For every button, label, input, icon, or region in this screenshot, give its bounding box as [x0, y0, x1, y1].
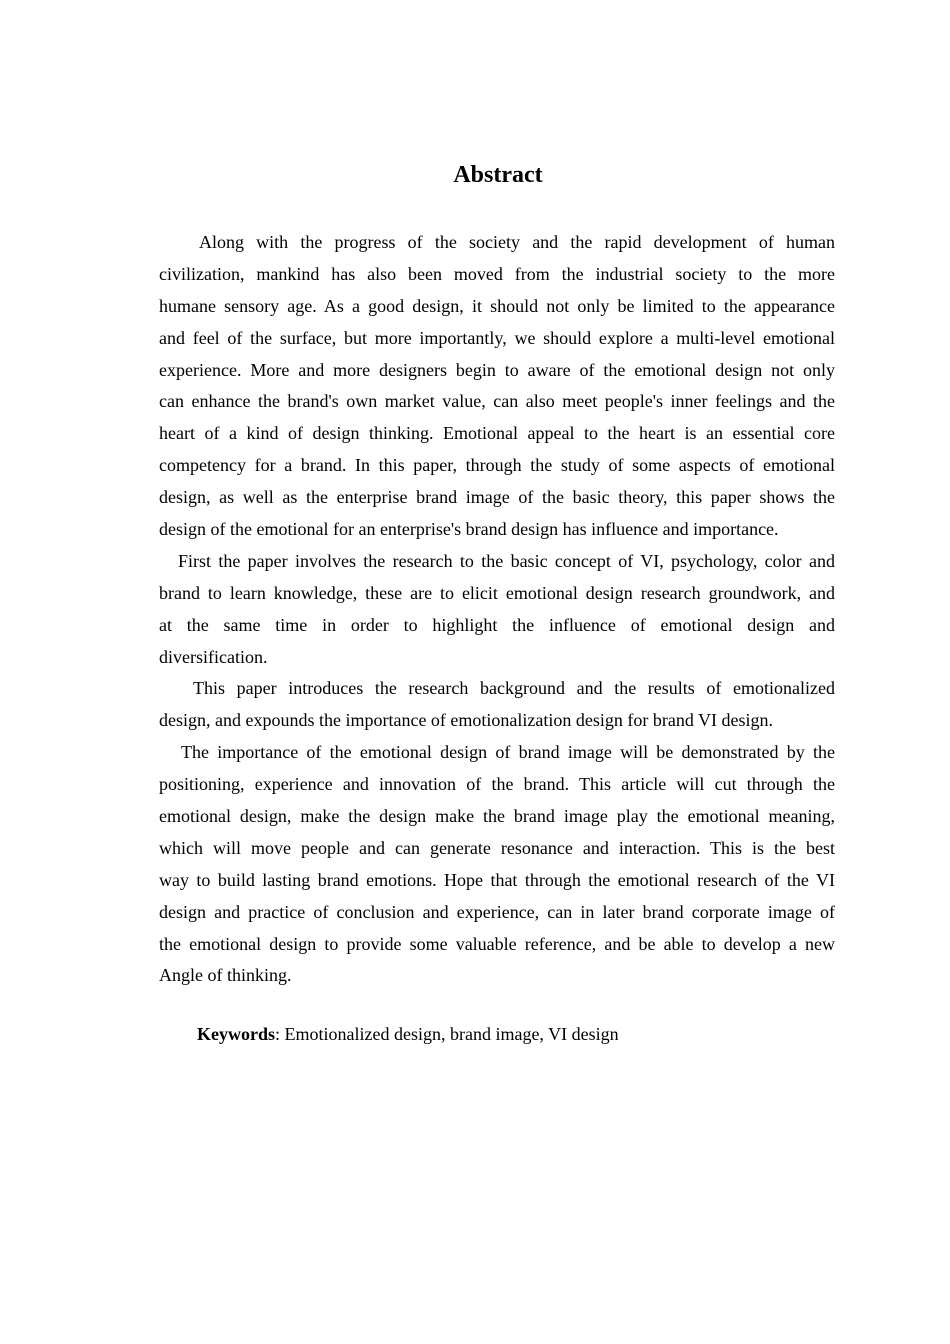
- text-line: can enhance the brand's own market value, can also meet people's inner feelings and the: [159, 391, 835, 412]
- text-line: The importance of the emotional design of brand image will be demonstrated by the: [181, 742, 835, 763]
- text-line: experience. More and more designers begin to aware of the emotional design not only: [159, 359, 835, 380]
- keywords: [197, 1024, 619, 1045]
- text-line: design, and expounds the importance of emotionalization design for brand VI design.: [159, 710, 774, 731]
- text-line: Angle of thinking.: [159, 965, 292, 986]
- text-line: and feel of the surface, but more importantly, we should explore a multi-level emotional: [159, 327, 835, 348]
- text-line: emotional design, make the design make the brand image play the emotional meaning,: [159, 806, 835, 827]
- abstract-body: [159, 227, 835, 992]
- text-line: diversification.: [159, 646, 268, 667]
- page-title: Abstract: [453, 162, 543, 188]
- text-line: which will move people and can generate resonance and interaction. This is the best: [159, 837, 835, 858]
- text-line: civilization, mankind has also been moved from the industrial society to the more: [159, 263, 835, 284]
- text-line: design of the emotional for an enterprise's brand design has influence and importance.: [159, 519, 779, 540]
- text-line: Along with the progress of the society and the rapid development of human: [199, 232, 835, 252]
- keywords-value: : Emotionalized design, brand image, VI design: [275, 1024, 619, 1044]
- text-line: design, as well as the enterprise brand image of the basic theory, this paper shows the: [159, 487, 835, 508]
- text-line: This paper introduces the research background and the results of emotionalized: [193, 678, 835, 699]
- text-line: design and practice of conclusion and experience, can in later brand corporate image of: [159, 901, 835, 922]
- text-line: at the same time in order to highlight the influence of emotional design and: [159, 614, 835, 635]
- text-line: competency for a brand. In this paper, through the study of some aspects of emotional: [159, 455, 835, 476]
- text-line: heart of a kind of design thinking. Emotional appeal to the heart is an essential core: [159, 423, 835, 444]
- text-line: positioning, experience and innovation of the brand. This article will cut through the: [159, 774, 835, 795]
- text-line: way to build lasting brand emotions. Hope that through the emotional research of the VI: [159, 869, 835, 890]
- keywords-label: Keywords: [197, 1024, 275, 1044]
- text-line: brand to learn knowledge, these are to elicit emotional design research groundwork, and: [159, 582, 835, 603]
- text-line: the emotional design to provide some valuable reference, and be able to develop a new: [159, 933, 835, 954]
- text-line: First the paper involves the research to the basic concept of VI, psychology, color and: [178, 550, 835, 571]
- text-line: humane sensory age. As a good design, it should not only be limited to the appearance: [159, 295, 835, 316]
